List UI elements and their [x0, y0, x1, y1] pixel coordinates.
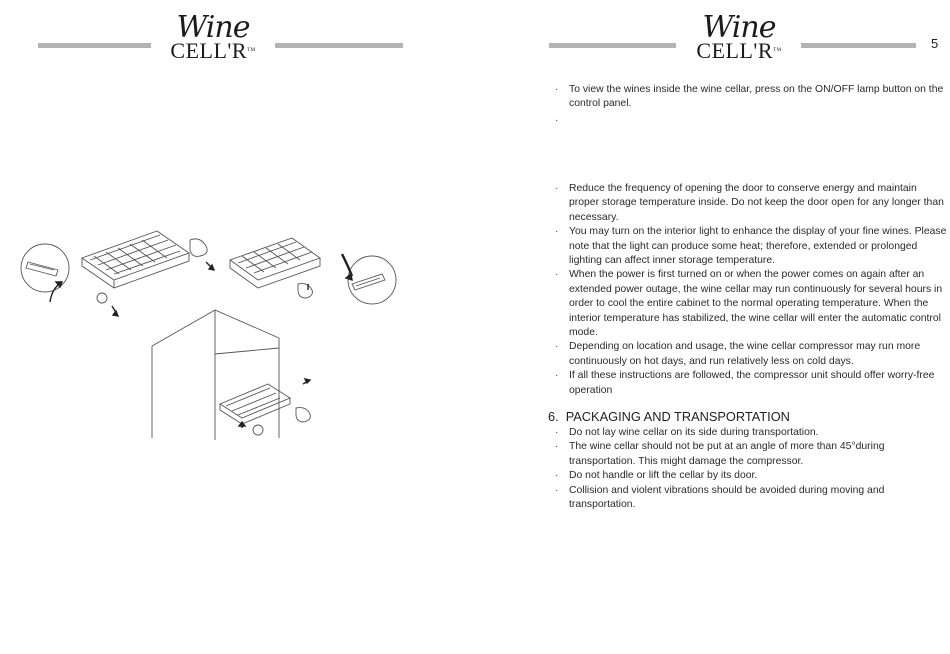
- bullet-symbol: ·: [555, 470, 559, 482]
- bullet-symbol: ·: [555, 484, 559, 496]
- section-heading: [548, 409, 790, 424]
- cabinet-drawing: [152, 310, 279, 440]
- bullet-symbol: ·: [555, 269, 559, 281]
- bullet-symbol: ·: [555, 226, 559, 238]
- bullet-text: Do not lay wine cellar on its side during transportation.: [569, 427, 819, 438]
- logo-rule-left: [549, 43, 676, 48]
- brand-logo-cellr: CELL'R: [170, 38, 248, 63]
- bullet-symbol: ·: [555, 84, 559, 95]
- section-title: PACKAGING AND TRANSPORTATION: [565, 409, 790, 424]
- list-item: [555, 469, 949, 483]
- logo-rule-left: [38, 43, 151, 48]
- brand-logo-tm: TM: [773, 48, 782, 53]
- brand-logo: [148, 10, 278, 63]
- list-item: [555, 83, 949, 112]
- logo-rule-right: [801, 43, 916, 48]
- brand-logo-wine: Wine: [702, 10, 776, 45]
- bullet-symbol: ·: [555, 183, 559, 194]
- brand-logo-cellr: CELL'R: [696, 38, 774, 63]
- bullet-text: Collision and violent vibrations should be avoided during moving and transportation.: [569, 484, 885, 511]
- bullet-list-top: [555, 83, 949, 126]
- shelf-installation-illustration: [20, 228, 400, 444]
- bullet-text: The wine cellar should not be put at an angle of more than 45°during transportation. This might damage the compressor.: [569, 441, 885, 467]
- bullet-text: Depending on location and usage, the wine cellar compressor may run more continuously on hot days, and run relatively less on cold days.: [569, 341, 921, 367]
- bullet-symbol: ·: [555, 441, 559, 453]
- bullet-list-middle: [555, 182, 949, 398]
- page-number: 5: [931, 36, 939, 51]
- list-item: [555, 369, 949, 398]
- bullet-text: To view the wines inside the wine cellar, press on the ON/OFF lamp button on the control panel.: [569, 84, 944, 110]
- bullet-symbol: ·: [555, 427, 559, 438]
- list-item: [555, 440, 949, 469]
- bullet-text: Reduce the frequency of opening the door to conserve energy and maintain proper storage temperature inside. Do not keep the door open for any longer than necessary.: [569, 183, 944, 223]
- bullet-text: If all these instructions are followed, the compressor unit should offer worry-free operation: [569, 370, 935, 396]
- list-item: [555, 225, 949, 268]
- list-item: [555, 426, 949, 440]
- list-item: [555, 182, 949, 225]
- list-item: [555, 340, 949, 369]
- brand-logo-wine: Wine: [176, 10, 250, 45]
- bullet-symbol: ·: [555, 341, 559, 353]
- shelf-drawing-center: [82, 231, 189, 280]
- bullet-list-bottom: [555, 426, 949, 512]
- brand-logo-tm: TM: [247, 48, 256, 53]
- section-number: 6.: [548, 409, 559, 424]
- bullet-symbol: ·: [555, 370, 559, 382]
- bullet-text: You may turn on the interior light to enhance the display of your fine wines. Please note that the light can produce some heat; therefore, extended or prolonged lighting can affect inner storage temperature.: [569, 226, 947, 267]
- list-item: [555, 268, 949, 340]
- logo-rule-right: [275, 43, 403, 48]
- list-item: [555, 484, 949, 513]
- bullet-text: Do not handle or lift the cellar by its door.: [569, 470, 758, 482]
- brand-logo: [675, 10, 803, 63]
- right-page: [475, 0, 950, 654]
- detail-circle-right: [348, 256, 396, 304]
- shelf-drawing-right: [230, 238, 320, 280]
- bullet-symbol: ·: [555, 114, 559, 126]
- bullet-text: When the power is first turned on or when the power comes on again after an extended power outage, the wine cellar may run continuously for several hours in order to cool the entire cabinet to the normal operating temperature. When the interior temperature has stabilized, the wine cellar will enter the automatic control mode.: [569, 269, 943, 339]
